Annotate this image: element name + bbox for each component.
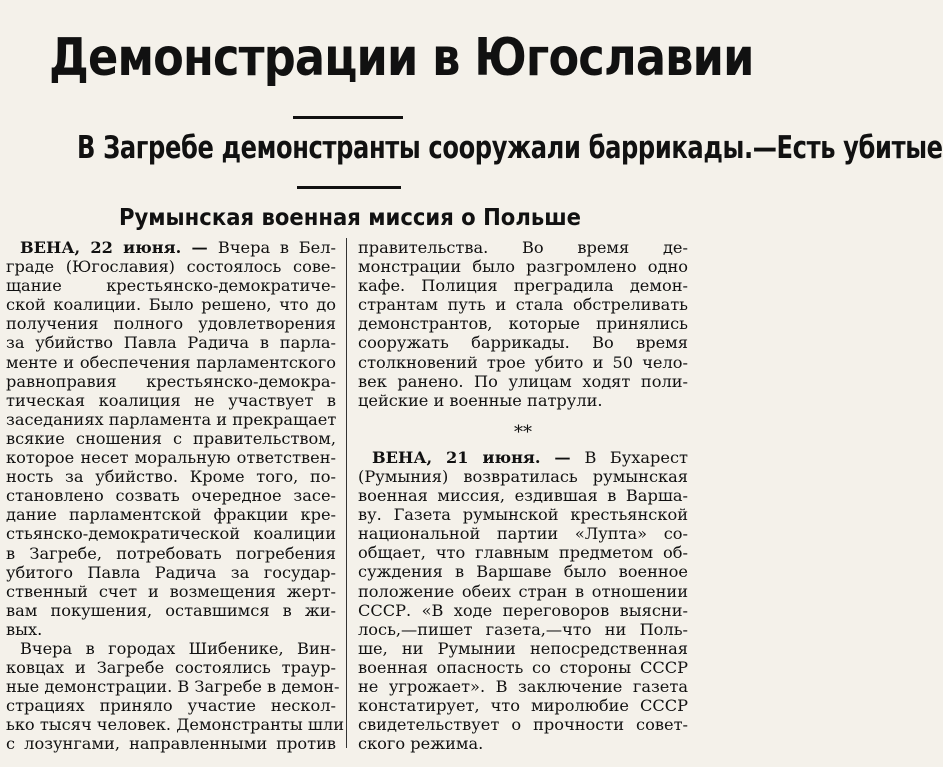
text-line bbox=[6, 353, 336, 372]
subheadline-rule bbox=[297, 186, 401, 189]
text-line bbox=[358, 677, 688, 696]
line-text: ской коалиции. Было решено, что до bbox=[6, 295, 336, 315]
line-text: ько тысяч человек. Демонстранты шли bbox=[6, 715, 344, 735]
text-line bbox=[358, 505, 688, 524]
line-text: констатирует, что миролюбие СССР bbox=[358, 696, 688, 716]
section-title: Румынская военная миссия о Польше bbox=[118, 205, 582, 231]
line-text: лось,—пишет газета,—что ни Поль- bbox=[358, 619, 688, 639]
line-text: получения полного удовлетворения bbox=[6, 314, 336, 334]
line-text: страциях приняло участие нескол- bbox=[6, 696, 336, 716]
text-line bbox=[6, 314, 336, 333]
line-text: свидетельствует о прочности совет- bbox=[358, 715, 688, 735]
text-line bbox=[6, 467, 336, 486]
line-text: стьянско-демократической коалиции bbox=[6, 524, 336, 544]
line-text: граде (Югославия) состоялось сове- bbox=[6, 257, 336, 277]
text-line bbox=[6, 391, 336, 410]
line-text: Вчера в городах Шибенике, Вин- bbox=[20, 638, 336, 658]
line-text: СССР. «В ходе переговоров выясни- bbox=[358, 600, 688, 620]
line-text: за убийство Павла Радича в парла- bbox=[6, 333, 336, 353]
headline-rule bbox=[293, 116, 403, 119]
line-text: странтам путь и стала обстреливать bbox=[358, 295, 688, 315]
text-line bbox=[358, 562, 688, 581]
text-line bbox=[358, 353, 688, 372]
text-line bbox=[6, 696, 336, 715]
text-line bbox=[6, 544, 336, 563]
text-line bbox=[358, 333, 688, 352]
line-text: сооружать баррикады. Во время bbox=[358, 333, 688, 353]
text-line bbox=[358, 238, 688, 257]
text-line bbox=[6, 505, 336, 524]
line-text: равноправия крестьянско-демокра- bbox=[6, 371, 336, 391]
line-text: положение обеих стран в отношении bbox=[358, 581, 688, 601]
line-text: национальной партии «Лупта» со- bbox=[358, 524, 688, 544]
text-line bbox=[358, 582, 688, 601]
line-text: (Румыния) возвратилась румынская bbox=[358, 466, 688, 486]
text-line bbox=[6, 429, 336, 448]
line-text: демонстрантов, которые принялись bbox=[358, 314, 688, 334]
text-line bbox=[358, 295, 688, 314]
line-text: ность за убийство. Кроме того, по- bbox=[6, 467, 336, 487]
text-line bbox=[358, 391, 688, 410]
line-text: щание крестьянско-демократиче- bbox=[6, 276, 336, 296]
line-text: ву. Газета румынской крестьянской bbox=[358, 505, 688, 525]
text-line bbox=[358, 543, 688, 562]
line-text: заседаниях парламента и прекращает bbox=[6, 409, 337, 429]
text-line bbox=[6, 524, 336, 543]
line-text: менте и обеспечения парламентского bbox=[6, 352, 336, 372]
line-text: дание парламентской фракции кре- bbox=[6, 505, 336, 525]
line-text: кафе. Полиция преградила демон- bbox=[358, 276, 688, 296]
text-line bbox=[6, 734, 336, 753]
text-line bbox=[6, 410, 336, 429]
line-text: военная опасность со стороны СССР bbox=[358, 657, 688, 677]
line-text: ше, ни Румынии непосредственная bbox=[358, 638, 688, 658]
line-text: ные демонстрации. В Загребе в демон- bbox=[6, 677, 340, 697]
section-ornament: ** bbox=[514, 421, 532, 443]
line-text: которое несет моральную ответствен- bbox=[6, 448, 336, 468]
line-text: вам покушения, оставшимся в жи- bbox=[6, 600, 336, 620]
text-line bbox=[358, 524, 688, 543]
text-line bbox=[358, 715, 688, 734]
text-line bbox=[6, 238, 336, 257]
text-line bbox=[6, 639, 336, 658]
dateline: ВЕНА, 22 июня. — bbox=[20, 238, 218, 257]
line-text: В Бухарест bbox=[584, 447, 688, 467]
text-line bbox=[358, 639, 688, 658]
text-line bbox=[358, 734, 688, 753]
text-line bbox=[6, 257, 336, 276]
line-text: столкновений трое убито и 50 чело- bbox=[358, 352, 688, 372]
text-line bbox=[6, 372, 336, 391]
text-line bbox=[6, 486, 336, 505]
line-text: убитого Павла Радича за государ- bbox=[6, 562, 336, 582]
column-divider bbox=[346, 238, 347, 748]
line-text: ковцах и Загребе состоялись траур- bbox=[6, 658, 336, 678]
line-text: суждения в Варшаве было военное bbox=[358, 562, 688, 582]
text-line bbox=[6, 582, 336, 601]
line-text: с лозунгами, направленными против bbox=[6, 734, 336, 754]
text-line bbox=[358, 486, 688, 505]
column-right bbox=[358, 238, 688, 753]
text-line bbox=[358, 257, 688, 276]
dateline: ВЕНА, 21 июня. — bbox=[372, 447, 585, 467]
line-text: становлено созвать очередное засе- bbox=[6, 486, 336, 506]
text-line bbox=[6, 620, 336, 639]
text-line bbox=[6, 448, 336, 467]
line-text: всякие сношения с правительством, bbox=[6, 428, 336, 448]
line-text: цейские и военные патрули. bbox=[358, 390, 603, 410]
column-left bbox=[6, 238, 344, 754]
subheadline: В Загребе демонстранты сооружали баррикады.—Есть убитые bbox=[77, 130, 943, 166]
text-line bbox=[6, 276, 336, 295]
text-line bbox=[358, 620, 688, 639]
text-line bbox=[358, 467, 688, 486]
line-text: вых. bbox=[6, 619, 43, 639]
text-line bbox=[358, 696, 688, 715]
line-text: монстрации было разгромлено одно bbox=[358, 257, 688, 277]
text-line bbox=[358, 276, 688, 295]
line-text: в Загребе, потребовать погребения bbox=[6, 543, 336, 563]
text-line bbox=[6, 563, 336, 582]
headline: Демонстрации в Югославии bbox=[49, 28, 754, 88]
text-line bbox=[6, 333, 336, 352]
line-text: век ранено. По улицам ходят поли- bbox=[358, 371, 688, 391]
text-line bbox=[358, 601, 688, 620]
text-line bbox=[6, 715, 344, 735]
line-text: ственный счет и возмещения жерт- bbox=[6, 581, 336, 601]
line-text: Вчера в Бел- bbox=[217, 238, 336, 257]
line-text: тическая коалиция не участвует в bbox=[6, 390, 336, 410]
text-line bbox=[358, 658, 688, 677]
line-text: правительства. Во время де- bbox=[358, 238, 688, 257]
text-line bbox=[358, 372, 688, 391]
line-text: военная миссия, ездившая в Варша- bbox=[358, 486, 688, 506]
text-line bbox=[6, 295, 336, 314]
text-line bbox=[6, 658, 336, 677]
text-line bbox=[358, 448, 688, 467]
line-text: общает, что главным предметом об- bbox=[358, 543, 688, 563]
text-line bbox=[6, 601, 336, 620]
line-text: ского режима. bbox=[358, 734, 484, 754]
text-line bbox=[6, 677, 340, 697]
text-line bbox=[358, 314, 688, 333]
line-text: не угрожает». В заключение газета bbox=[358, 676, 688, 696]
